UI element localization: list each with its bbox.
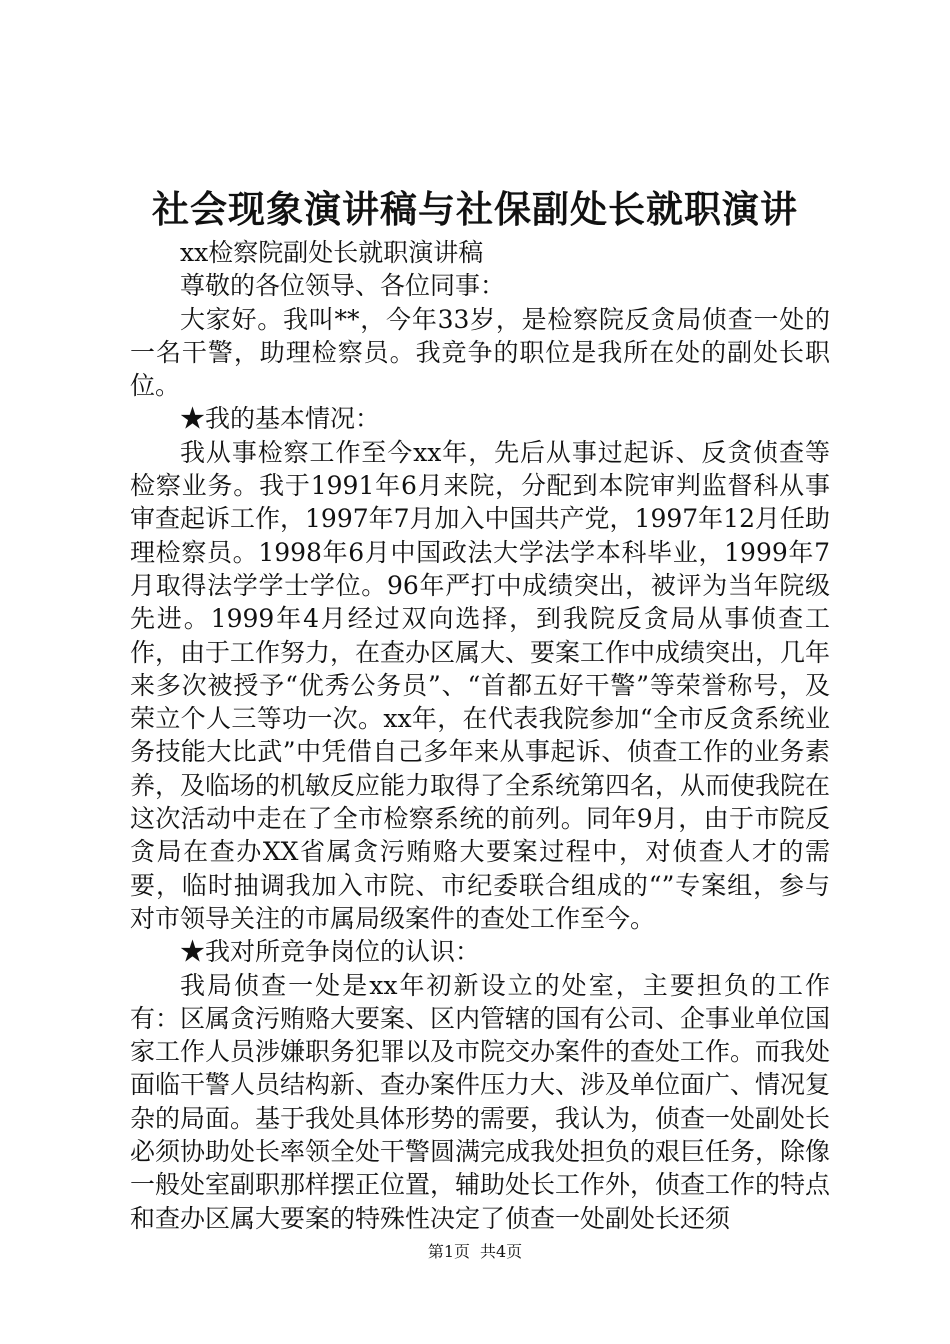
paragraph-greeting: 大家好。我叫**，今年33岁，是检察院反贪局侦查一处的一名干警，助理检察员。我竞争的职位是我所在处的副处长职位。 [130,304,830,401]
section-heading-position: ★我对所竞争岗位的认识： [180,937,481,967]
page-footer [0,1241,950,1263]
section-heading-basic-info: ★我的基本情况： [180,404,381,434]
paragraph-salutation: 尊敬的各位领导、各位同事： [180,271,506,301]
paragraph-position: 我局侦查一处是xx年初新设立的处室，主要担负的工作有：区属贪污贿赂大要案、区内管辖的国有公司、企事业单位国家工作人员涉嫌职务犯罪以及市院交办案件的查处工作。而我处面临干警人员结构新、查办案件压力大、涉及单位面广、情况复杂的局面。基于我处具体形势的需要，我认为，侦查一处副处长必须协助处长率领全处干警圆满完成我处担负的艰巨任务，除像一般处室副职那样摆正位置，辅助处长工作外，侦查工作的特点和查办区属大要案的特殊性决定了侦查一处副处长还须 [130,970,831,1233]
page-total: 共4页 [480,1242,523,1261]
paragraph-basic-info: 我从事检察工作至今xx年，先后从事过起诉、反贪侦查等检察业务。我于1991年6月来院，分配到本院审判监督科从事审查起诉工作，1997年7月加入中国共产党，1997年12月任助理检察员。1998年6月中国政法大学法学本科毕业，1999年7月取得法学学士学位。96年严打中成绩突出，被评为当年院级先进。1999年4月经过双向选择，到我院反贪局从事侦查工作，由于工作努力，在查办区属大、要案工作中成绩突出，几年来多次被授予“优秀公务员”、“首都五好干警”等荣誉称号，及荣立个人三等功一次。xx年，在代表我院参加“全市反贪系统业务技能大比武”中凭借自己多年来从事起诉、侦查工作的业务素养，及临场的机敏反应能力取得了全系统第四名，从而使我院在这次活动中走在了全市检察系统的前列。同年9月，由于市院反贪局在查办XX省属贪污贿赂大要案过程中，对侦查人才的需要，临时抽调我加入市院、市纪委联合组成的“”专案组，参与对市领导关注的市属局级案件的查处工作至今。 [130,437,831,933]
paragraph-subtitle: xx检察院副处长就职演讲稿 [180,238,484,267]
document-title: 社会现象演讲稿与社保副处长就职演讲 [152,187,798,231]
page-number: 第1页 [427,1242,470,1261]
document-body [130,236,830,1235]
